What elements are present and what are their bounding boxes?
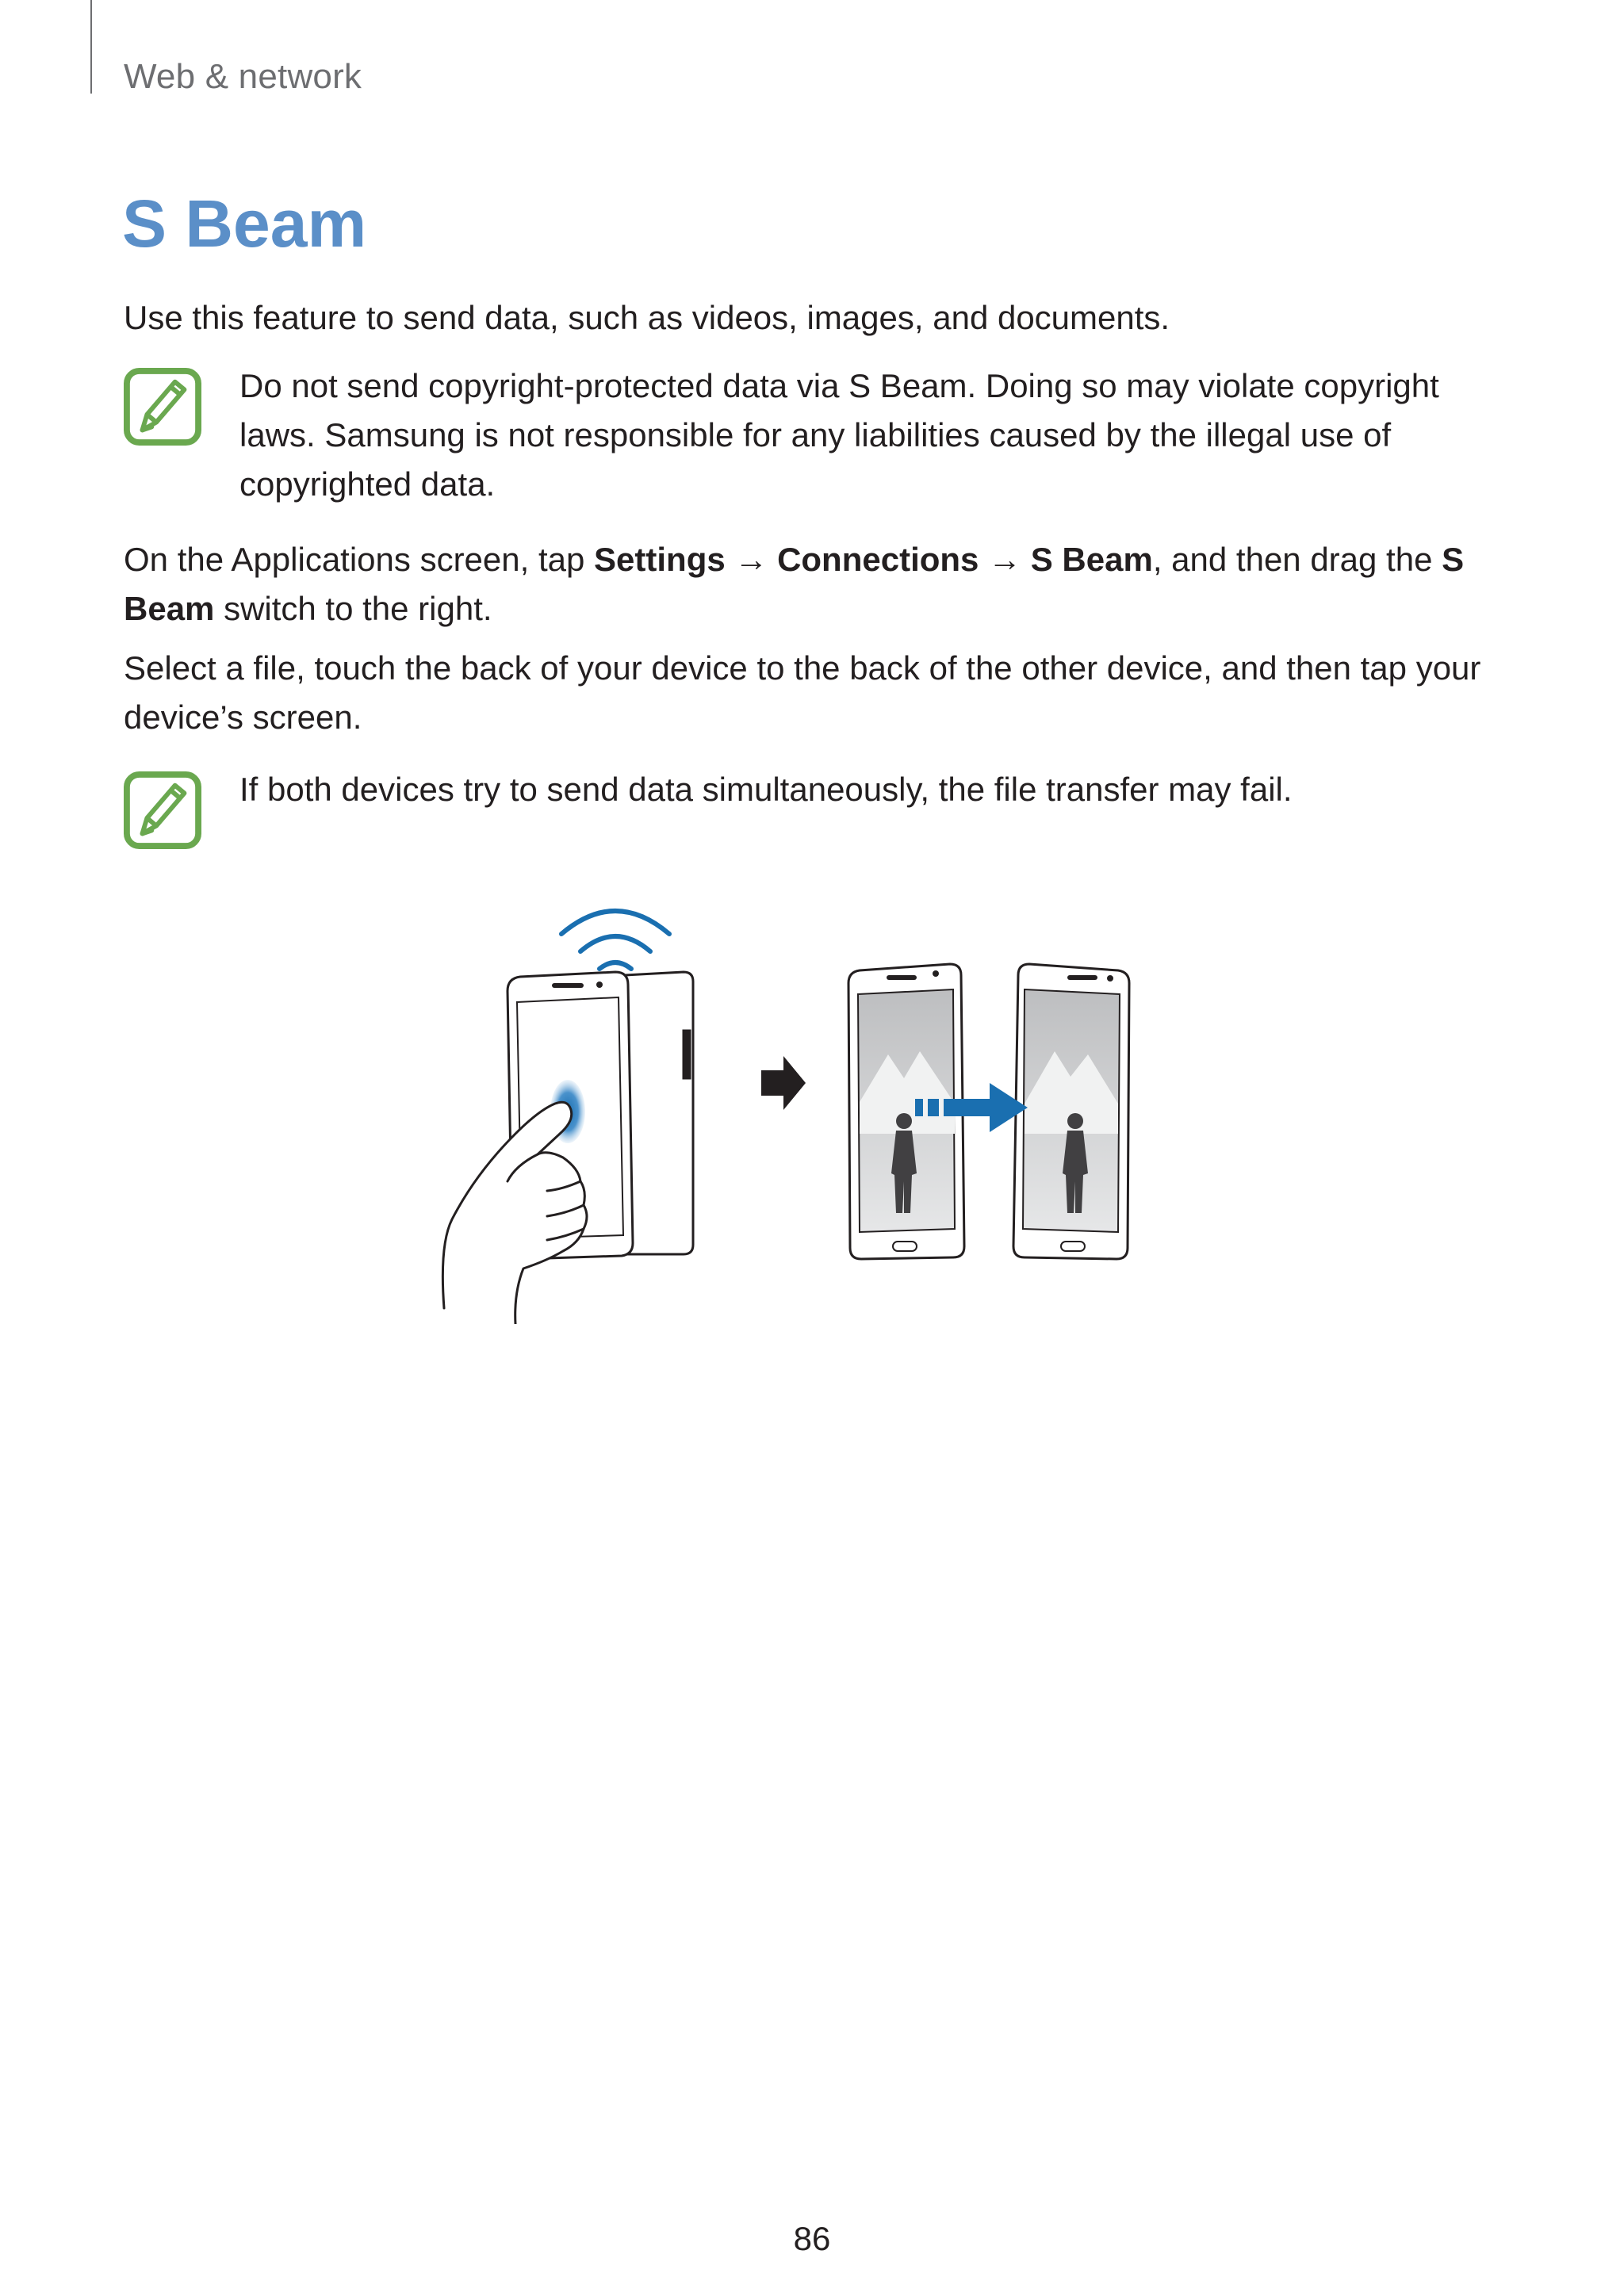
menu-settings: Settings (594, 541, 726, 578)
section-header: Web & network (124, 57, 362, 96)
instruction-transfer: Select a file, touch the back of your device to the back of the other device, and then tap your device’s screen. (124, 649, 1481, 736)
s-beam-switch-label: S Beam (124, 541, 1465, 627)
note-text: Do not send copyright-protected data via S Beam. Doing so may violate copyright laws. Samsung is not responsible for any liabilities caused by the illegal use of copyrighted data. (239, 367, 1439, 503)
page-title: S Beam (122, 186, 367, 261)
page-number: 86 (793, 2220, 831, 2257)
s-beam-illustration (428, 896, 1205, 1324)
note-pencil-icon (124, 771, 201, 849)
wireless-signal-icon (561, 911, 669, 969)
menu-s-beam: S Beam (1030, 541, 1153, 578)
note-text: If both devices try to send data simultaneously, the file transfer may fail. (239, 771, 1293, 808)
menu-connections: Connections (777, 541, 979, 578)
intro-text: Use this feature to send data, such as videos, images, and documents. (124, 299, 1170, 336)
instruction-settings: On the Applications screen, tap Settings → Connections → S Beam, and then drag the S Beam switch to the right. (124, 541, 1465, 627)
header-rule (90, 0, 92, 94)
phone-back-left (623, 972, 693, 1254)
note-pencil-icon (124, 368, 201, 446)
arrow-right-icon (761, 1056, 806, 1110)
